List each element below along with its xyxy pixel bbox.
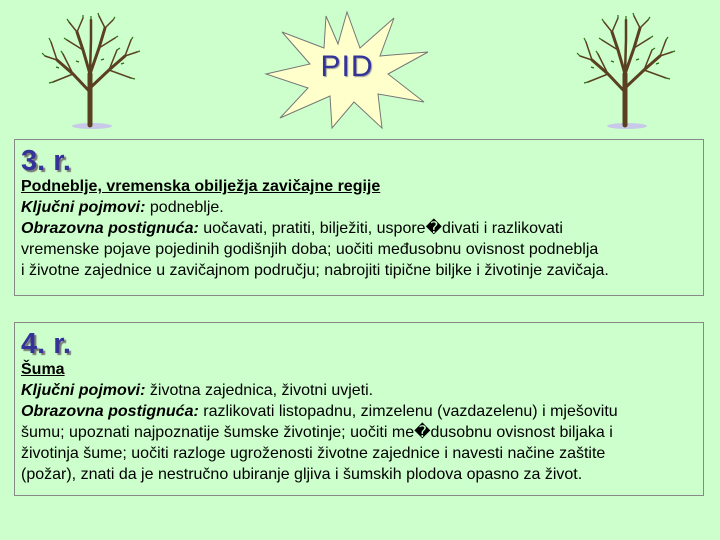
key-concepts	[21, 197, 695, 218]
grade-heading: 3. r.	[21, 145, 71, 177]
section-grade-3	[14, 139, 704, 296]
outcomes-line-2: šumu; upoznati najpoznatije šumske životinje; uočiti me�dusobnu ovisnost biljaka i	[21, 424, 613, 441]
outcomes-text: razlikovati listopadnu, zimzelenu (vazdazelenu) i mješovitu	[198, 403, 618, 420]
key-concepts-text: podneblje.	[145, 199, 224, 216]
tree-left-image	[35, 12, 145, 130]
outcomes-line-3: životinja šume; uočiti razloge ugroženosti životne zajednice i navesti načine zaštite	[21, 445, 606, 462]
outcomes-label: Obrazovna postignuća:	[21, 403, 199, 420]
outcomes-line-4: (požar), znati da je nestručno ubiranje gljiva i šumskih plodova opasno za život.	[21, 466, 583, 483]
key-concepts	[21, 380, 695, 401]
outcomes-line-2: vremenske pojave pojedinih godišnjih doba; uočiti međusobnu ovisnost podneblja	[21, 241, 599, 258]
topic-title: Šuma	[21, 361, 65, 378]
tree-right-image	[570, 12, 680, 130]
outcomes-line-1	[21, 401, 695, 422]
key-concepts-label: Ključni pojmovi:	[21, 199, 146, 216]
page-title: PID	[320, 50, 374, 83]
grade-heading: 4. r.	[21, 328, 71, 360]
outcomes-line-1	[21, 218, 695, 239]
topic-title: Podneblje, vremenska obilježja zavičajne regije	[21, 178, 381, 195]
key-concepts-label: Ključni pojmovi:	[21, 382, 146, 399]
section-grade-4	[14, 322, 704, 496]
outcomes-label: Obrazovna postignuća:	[21, 220, 199, 237]
outcomes-text: uočavati, pratiti, bilježiti, uspore�divati i razlikovati	[198, 220, 563, 237]
key-concepts-text: životna zajednica, životni uvjeti.	[145, 382, 374, 399]
outcomes-line-3: i životne zajednice u zavičajnom području; nabrojiti tipične biljke i životinje zavičaja.	[21, 262, 609, 279]
title-starburst	[262, 10, 432, 130]
